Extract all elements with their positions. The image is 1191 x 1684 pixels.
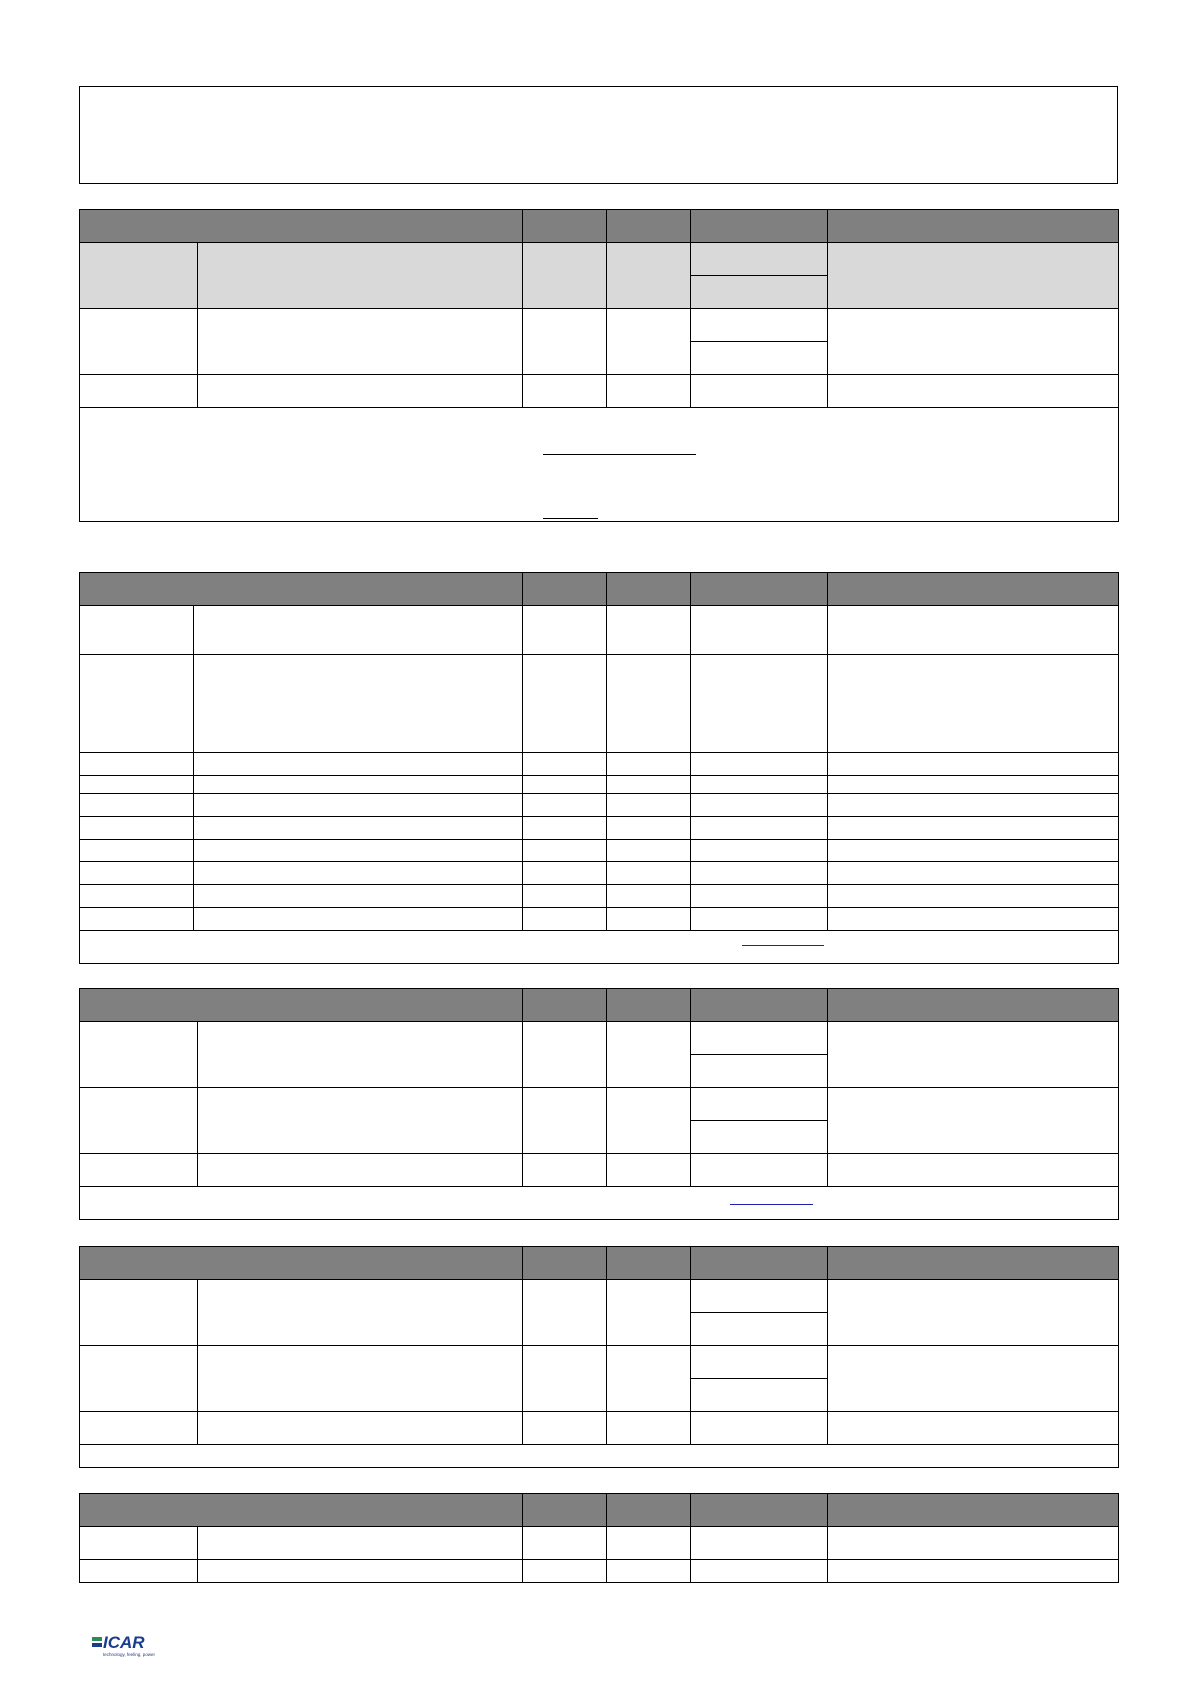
table-cell [691,776,828,794]
table-cell [194,606,523,655]
table-row [80,606,1119,655]
table-cell [80,1154,198,1187]
table-cell [80,375,198,408]
table-cell [198,1088,523,1154]
table-cell [523,840,607,862]
table-cell [691,794,828,817]
table-cell [194,817,523,840]
table-cell [828,1022,1119,1088]
table-cell [523,817,607,840]
table-cell [523,1088,607,1154]
hyperlink-underline[interactable] [742,945,824,946]
table-cell [691,655,828,753]
svg-text:technology, feeling, power: technology, feeling, power [103,1652,155,1657]
table-2-header-row [80,573,1119,606]
table-cell [828,862,1119,885]
table-cell [523,606,607,655]
table-cell [828,1560,1119,1583]
table-4 [79,1246,1119,1468]
table-cell [523,753,607,776]
table-cell [828,776,1119,794]
table-cell [523,309,607,375]
note-cell [80,931,1119,964]
table-cell [607,1154,691,1187]
table-cell [523,862,607,885]
table-cell [828,1088,1119,1154]
table-cell [198,375,523,408]
table-cell [691,309,828,342]
table-row [80,309,1119,342]
table-cell [691,606,828,655]
table-cell [80,1560,198,1583]
table-cell [80,908,194,931]
table-cell [523,885,607,908]
table-cell [80,840,194,862]
table-cell [194,908,523,931]
table-cell [80,753,194,776]
table-cell [523,1527,607,1560]
table-cell [607,1412,691,1445]
table-cell [691,375,828,408]
table-row [80,794,1119,817]
subheader-cell [691,276,828,309]
table-cell [828,840,1119,862]
table-row [80,776,1119,794]
table-note-row [80,1445,1119,1468]
table-cell [80,1527,198,1560]
table-cell [607,794,691,817]
table-cell [828,375,1119,408]
table-cell [691,1412,828,1445]
header-cell [523,1247,607,1280]
table-cell [691,1280,828,1313]
header-cell [80,1494,523,1527]
icar-logo [92,1631,162,1659]
table-cell [198,1022,523,1088]
table-cell [607,776,691,794]
table-cell [828,753,1119,776]
table-cell [194,862,523,885]
table-2 [79,572,1119,964]
table-3-header-row [80,989,1119,1022]
table-row [80,908,1119,931]
table-cell [198,1560,523,1583]
table-cell [194,655,523,753]
table-cell [194,840,523,862]
subheader-cell [691,243,828,276]
table-cell [523,1346,607,1412]
header-cell [80,573,523,606]
note-cell [80,1187,1119,1220]
table-1-subheader-row [80,243,1119,276]
table-cell [828,1154,1119,1187]
header-cell [691,989,828,1022]
underline-link[interactable] [543,454,696,455]
table-cell [194,794,523,817]
table-row [80,753,1119,776]
table-cell [80,1412,198,1445]
table-cell [691,1527,828,1560]
table-cell [828,1346,1119,1412]
table-row [80,1527,1119,1560]
table-cell [80,309,198,375]
table-1-header-row [80,210,1119,243]
header-cell [607,1494,691,1527]
table-cell [828,817,1119,840]
table-cell [194,776,523,794]
subheader-cell [828,243,1119,309]
table-row [80,840,1119,862]
table-cell [198,1280,523,1346]
table-cell [80,606,194,655]
table-cell [828,908,1119,931]
table-cell [691,885,828,908]
table-cell [80,794,194,817]
table-cell [607,606,691,655]
table-cell [198,1527,523,1560]
table-cell [523,1560,607,1583]
table-cell [607,1560,691,1583]
table-cell [691,1055,828,1088]
note-cell [80,1445,1119,1468]
table-4-header-row [80,1247,1119,1280]
header-cell [828,989,1119,1022]
header-cell [523,210,607,243]
header-cell [80,1247,523,1280]
table-cell [607,817,691,840]
table-row [80,1560,1119,1583]
table-cell [80,817,194,840]
table-note-row [80,408,1119,522]
header-cell [80,210,523,243]
table-cell [198,1346,523,1412]
header-cell [691,1494,828,1527]
table-cell [607,1346,691,1412]
table-cell [80,776,194,794]
table-cell [828,1527,1119,1560]
top-frame [79,86,1118,184]
table-cell [607,1527,691,1560]
table-cell [828,309,1119,375]
table-cell [194,753,523,776]
header-cell [828,1494,1119,1527]
table-cell [607,840,691,862]
table-cell [523,908,607,931]
table-row [80,655,1119,753]
table-cell [691,862,828,885]
table-cell [523,1412,607,1445]
table-row [80,817,1119,840]
table-row [80,1022,1119,1055]
table-cell [80,885,194,908]
table-cell [691,342,828,375]
table-cell [523,1022,607,1088]
underline-link[interactable] [543,518,598,519]
table-row [80,1088,1119,1121]
header-cell [80,989,523,1022]
table-3 [79,988,1119,1220]
table-row [80,862,1119,885]
table-row [80,1346,1119,1379]
table-cell [198,1154,523,1187]
table-cell [523,1280,607,1346]
table-cell [523,1154,607,1187]
table-5 [79,1493,1119,1583]
table-cell [691,1154,828,1187]
table-cell [80,862,194,885]
table-note-row [80,931,1119,964]
header-cell [691,573,828,606]
header-cell [828,573,1119,606]
table-5-header-row [80,1494,1119,1527]
header-cell [828,1247,1119,1280]
table-cell [607,375,691,408]
header-cell [523,1494,607,1527]
table-cell [828,1412,1119,1445]
table-cell [607,885,691,908]
table-cell [607,655,691,753]
table-cell [194,885,523,908]
table-cell [198,309,523,375]
table-row [80,1412,1119,1445]
header-cell [523,573,607,606]
table-cell [828,655,1119,753]
table-cell [828,606,1119,655]
table-cell [691,1313,828,1346]
header-cell [607,573,691,606]
table-cell [828,885,1119,908]
hyperlink-underline[interactable] [730,1204,813,1205]
table-cell [691,1088,828,1121]
table-cell [80,655,194,753]
table-1 [79,209,1119,522]
table-row [80,375,1119,408]
table-cell [607,1088,691,1154]
header-cell [607,1247,691,1280]
table-note-row [80,1187,1119,1220]
subheader-cell [607,243,691,309]
table-cell [691,840,828,862]
table-row [80,1154,1119,1187]
svg-text:ICAR: ICAR [103,1633,145,1652]
table-cell [523,655,607,753]
table-cell [691,1560,828,1583]
table-cell [607,309,691,375]
table-cell [607,753,691,776]
header-cell [691,1247,828,1280]
subheader-cell [198,243,523,309]
header-cell [607,210,691,243]
table-cell [607,1022,691,1088]
table-row [80,885,1119,908]
table-cell [828,794,1119,817]
table-cell [828,1280,1119,1346]
header-cell [607,989,691,1022]
table-row [80,1280,1119,1313]
table-cell [607,908,691,931]
table-cell [691,908,828,931]
table-cell [607,862,691,885]
table-cell [691,1121,828,1154]
note-cell [80,408,1119,522]
header-cell [523,989,607,1022]
table-cell [198,1412,523,1445]
table-cell [691,1379,828,1412]
table-cell [80,1280,198,1346]
header-cell [691,210,828,243]
subheader-cell [80,243,198,309]
table-cell [691,1346,828,1379]
table-cell [523,375,607,408]
table-cell [523,794,607,817]
table-cell [691,753,828,776]
table-cell [80,1022,198,1088]
table-cell [80,1346,198,1412]
table-cell [80,1088,198,1154]
table-cell [691,1022,828,1055]
table-cell [607,1280,691,1346]
subheader-cell [523,243,607,309]
table-cell [523,776,607,794]
header-cell [828,210,1119,243]
table-cell [691,817,828,840]
